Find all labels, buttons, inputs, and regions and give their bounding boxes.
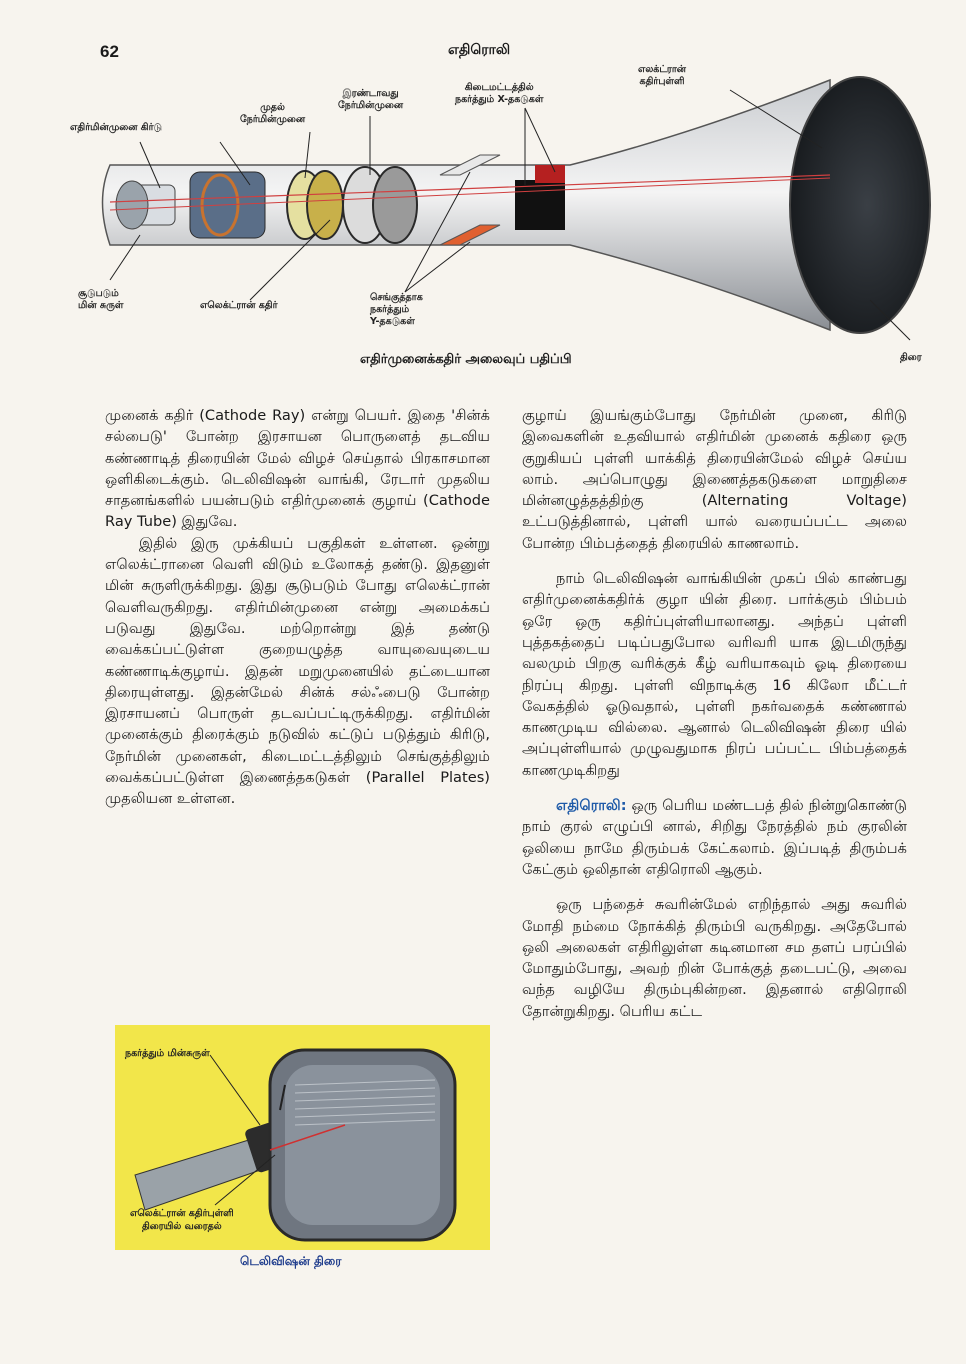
entry-heading: எதிரொலி: xyxy=(556,797,627,815)
label-x-plates: கிடைமட்டத்தில் நகர்த்தும் X-தகடுகள் xyxy=(455,82,544,105)
page-number: 62 xyxy=(100,42,119,61)
label-screen: திரை xyxy=(900,352,922,363)
tv-diagram xyxy=(115,1025,490,1250)
right-paragraph-3 xyxy=(522,795,907,880)
label-electron-beam: எலெக்ட்ரான் கதிர் xyxy=(200,300,278,311)
right-paragraph-1: குழாய் இயங்கும்போது நேர்மின் முனை, கிரிடு இவைகளின் உதவியால் எதிர்மின் முனைக் கதிரை ஒரு குறுகியப் புள்ளி யாக்கித் திரையின்மேல் விழச் செய்ய லாம். அப்பொழுது இணைத்தகடுகளை மாறுதிசை மின்னழுத்தத்திற்கு (Alternating Voltage) உட்படுத்தினால், புள்ளி யால் வரையப்பட்ட அலை போன்ற பிம்பத்தைத் திரையில் காணலாம். xyxy=(522,407,907,552)
label-first-anode: முதல் நேர்மின்முனை xyxy=(240,102,306,125)
left-paragraph-2: இதில் இரு முக்கியப் பகுதிகள் உள்ளன. ஒன்று எலெக்ட்ரானை வெளி விடும் உலோகத் தண்டு. இதனுள் மின் சுருளிருக்கிறது. இது சூடுபடும் போது எலெக்ட்ரான் வெளிவருகிறது. எதிர்மின்முனை என்று அமைக்கப் படுவது இதுவே. மற்றொன்று இத் தண்டு வைக்கப்பட்டுள்ள குறையழுத்த வாயுவையுடைய கண்ணாடிக்குழாய். இதன் மறுமுனையில் தட்டையான திரையுள்ளது. இதன்மேல் சின்க் சல்ஃபைடு போன்ற இரசாயனப் பொருள் தடவப்பட்டிருக்கிறது. எதிர்மின் முனைக்கும் திரைக்கும் நடுவில் கட்டுப் படுத்தும் கிரிடு, நேர்மின் முனைகள், கிடைமட்டத்திலும் செங்குத்திலும் வைக்கப்பட்டுள்ள இணைத்தகடுகள் (Parallel Plates) முதலியன உள்ளன. xyxy=(105,534,490,808)
entry-text: ஒரு பெரிய மண்டபத் தில் நின்றுகொண்டு நாம் குரல் எழுப்பி னால், சிறிது நேரத்தில் நம் குரலின் ஒலியை நாமே திரும்பக் கேட்கலாம். இப்படித் திரும்பக் கேட்கும் ஒலிதான் எதிரொலி ஆகும். xyxy=(522,797,907,878)
label-y-plates: செங்குத்தாக நகர்த்தும் Y-தகடுகள் xyxy=(370,292,423,327)
crt-illustration xyxy=(70,60,940,380)
right-paragraph-2: நாம் டெலிவிஷன் வாங்கியின் முகப் பில் காண்பது எதிர்முனைக்கதிர்க் குழா யின் திரை. பார்க்கும் பிம்பம் ஒரே ஒரு கதிர்ப்புள்ளியாலானது. அந்தப் புள்ளி புத்தகத்தைப் படிப்பதுபோல வரிவரி யாக இடமிருந்து வலமும் பிறகு வரிக்குக் கீழ் வரியாகவும் ஓடி திரையை நிரப்பு கிறது. புள்ளி விநாடிக்கு 16 கிலோ மீட்டர் வேகத்தில் ஓடுவதால், புள்ளி நகர்வதைக் கண்ணால் காணமுடிய வில்லை. ஆனால் டெலிவிஷன் திரை யில் அப்புள்ளியால் முழுவதுமாக நிரப் பப்பட்ட பிம்பத்தைக் காணமுடிகிறது xyxy=(522,570,907,779)
label-second-anode: இரண்டாவது நேர்மின்முனை xyxy=(338,88,404,111)
left-column xyxy=(105,405,490,810)
crt-caption: எதிர்முனைக்கதிர் அலைவுப் பதிப்பி xyxy=(360,352,572,367)
label-cathode-grid: எதிர்மின்முனை கிர்டு xyxy=(70,122,163,133)
label-heater: சூடுபடும் மின் சுருள் xyxy=(78,288,124,311)
running-head: எதிரொலி xyxy=(448,42,511,58)
right-paragraph-4: ஒரு பந்தைச் சுவரின்மேல் எறிந்தால் அது சுவரில் மோதி நம்மை நோக்கித் திரும்பி வருகிறது. அதேபோல் ஒலி அலைகள் எதிரிலுள்ள கடினமான சம தளப் பரப்பில் மோதும்போது, அவற் றின் போக்குத் தடைபட்டு, அவை வந்த வழியே திரும்புகின்றன. இதனால் எதிரொலி தோன்றுகிறது. பெரிய கட்ட xyxy=(522,896,907,1020)
left-paragraph-1: முனைக் கதிர் (Cathode Ray) என்று பெயர். இதை 'சின்க் சல்பைடு' போன்ற இரசாயன பொருளைத் தடவிய கண்ணாடித் திரையின் மேல் விழச் செய்தால் பிரகாசமான ஒளிகிடைக்கும். டெலிவிஷன் வாங்கி, ரேடார் முதலிய சாதனங்களில் பயன்படும் எதிர்முனைக் குழாய் (Cathode Ray Tube) இதுவே. xyxy=(105,407,490,531)
tv-caption: டெலிவிஷன் திரை xyxy=(240,1254,342,1268)
crt-diagram xyxy=(70,60,940,380)
tv-label-electron-spot: எலெக்ட்ரான் கதிர்புள்ளி திரையில் வரைதல் xyxy=(130,1208,234,1232)
label-electron-spot: எலக்ட்ரான் கதிர்புள்ளி xyxy=(638,64,687,87)
right-column xyxy=(522,405,907,1022)
tv-label-deflection-coil: நகர்த்தும் மின்சுருள் xyxy=(125,1048,210,1059)
